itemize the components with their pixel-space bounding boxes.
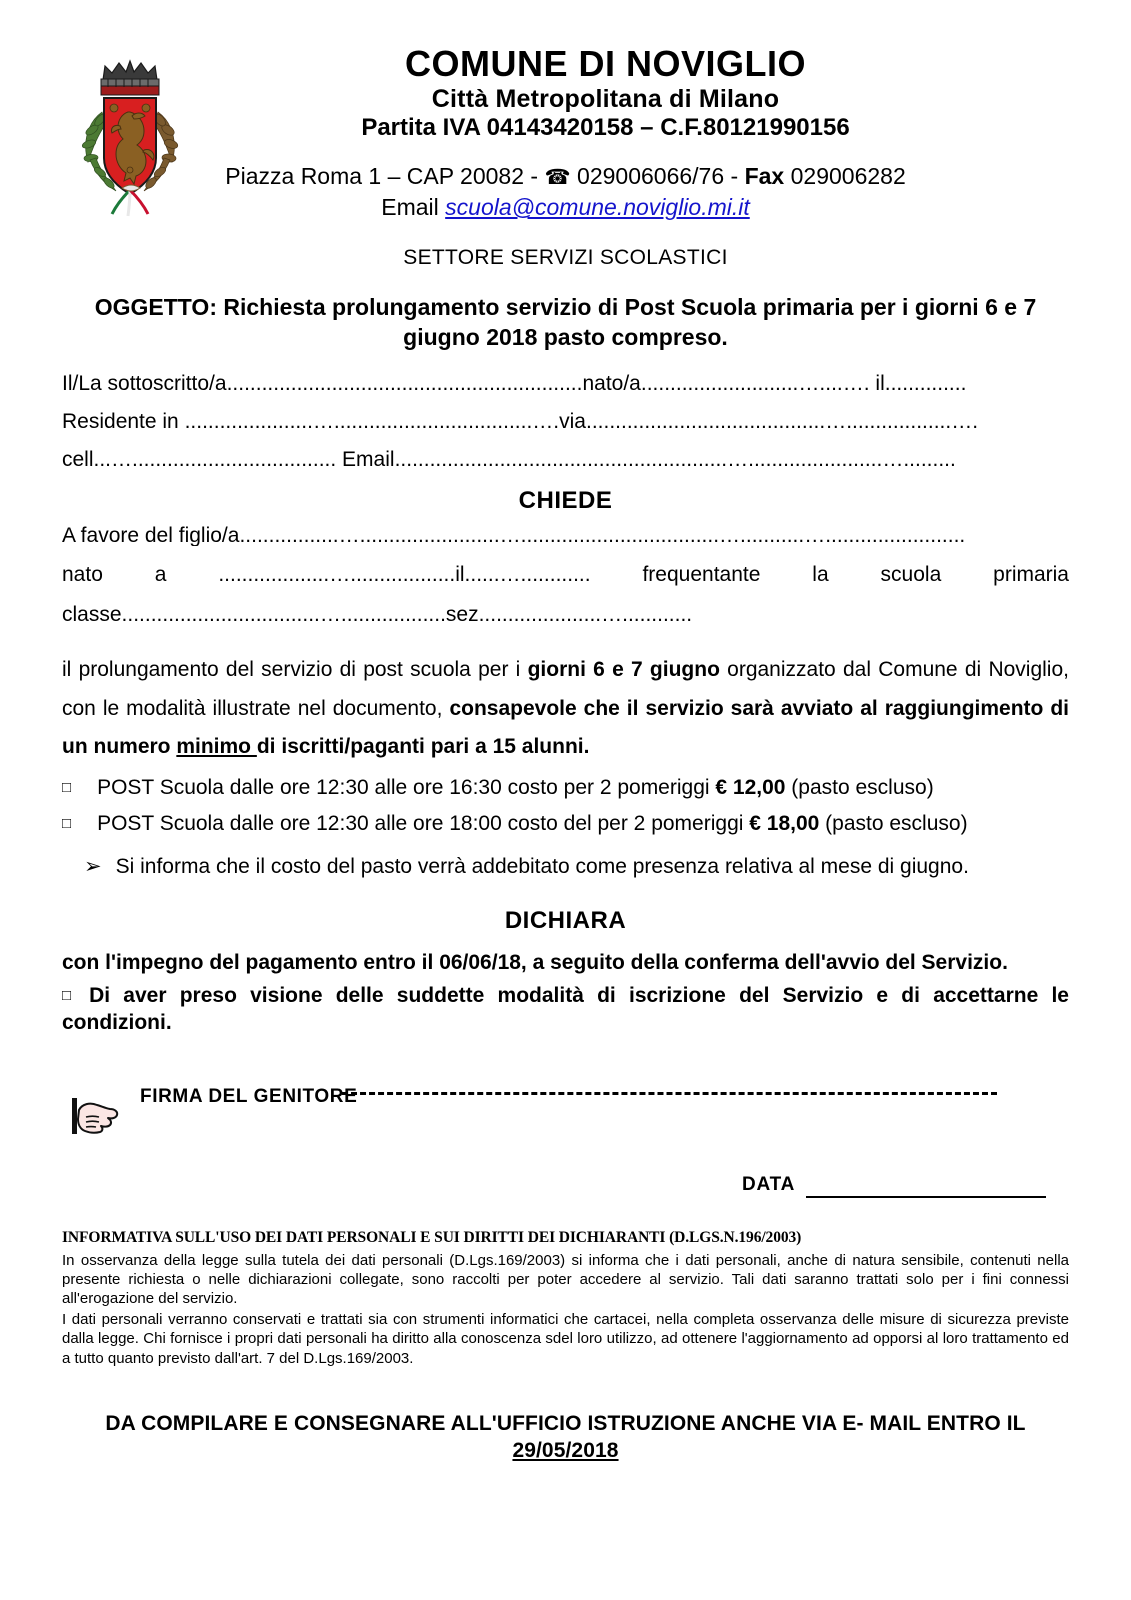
header-titles — [62, 44, 1069, 143]
pointing-hand-icon — [70, 1088, 126, 1144]
privacy-heading: INFORMATIVA SULL'USO DEI DATI PERSONALI E SUI DIRITTI DEI DICHIARANTI (D.LGS.N.196/2003) — [62, 1229, 802, 1247]
option-row[interactable] — [62, 773, 1069, 803]
signature-label: FIRMA DEL GENITORE — [140, 1086, 358, 1108]
coat-of-arms-icon — [72, 50, 188, 218]
subject-line: OGGETTO: Richiesta prolungamento servizio di Post Scuola primaria per i giorni 6 e 7 giugno 2018 pasto compreso. — [94, 294, 1037, 351]
child-birth-word-4: la — [812, 562, 829, 586]
arrow-bullet-icon: ➢ — [84, 854, 102, 878]
email-label: Email — [381, 194, 446, 221]
organization-name: COMUNE DI NOVIGLIO — [404, 43, 806, 84]
document-header — [62, 44, 1069, 224]
phone-number: 029006066/76 - — [570, 163, 745, 190]
child-birth-word-1: nato — [62, 562, 103, 586]
privacy-paragraph-2: I dati personali verranno conservati e trattati sia con strumenti informatici che cartacei, nella completa osservanza delle misure di sicurezza previste dalla legge. Chi fornisce i propri dati personali ha diritto alla conoscenza sdel loro utilizzo, ad ottenere l'aggiornamento ad opporsi al loro trattamento ed a tutto quanto previsto dall'art. 7 del D.Lgs.169/2003. — [62, 1311, 1069, 1367]
fax-label: Fax — [744, 163, 785, 190]
email-line — [62, 192, 1069, 223]
child-birth-dots: ...................…..................il......…............ — [218, 562, 591, 586]
telephone-icon: ☎ — [544, 166, 571, 190]
option-text: POST Scuola dalle ore 12:30 alle ore 16:30 costo per 2 pomeriggi — [97, 776, 716, 800]
chiede-heading: CHIEDE — [518, 486, 613, 514]
submission-text: DA COMPILARE E CONSEGNARE ALL'UFFICIO ISTRUZIONE ANCHE VIA E- MAIL ENTRO IL — [105, 1411, 1026, 1435]
privacy-paragraph-1: In osservanza della legge sulla tutela dei dati personali (D.Lgs.169/2003) si informa che i dati personali, anche di natura sensibile, contenuti nella presente richiesta o nelle dichiarazioni collegate, sono raccolti per poter accedere al servizio. Tali dati saranno trattati solo per i fini connessi all'erogazione del servizio. — [62, 1251, 1069, 1307]
child-birth-word-6: primaria — [993, 562, 1069, 586]
child-birth-word-5: scuola — [880, 562, 942, 586]
email-link[interactable]: scuola@comune.noviglio.mi.it — [445, 194, 750, 221]
option-row[interactable] — [62, 809, 1069, 839]
child-birth-word-2: a — [154, 562, 167, 586]
date-input-line[interactable] — [806, 1196, 1046, 1198]
request-minimo-underlined: minimo — [176, 735, 257, 759]
request-text-2: organizzato dal Comune di Noviglio, con le modalità illustrate nel documento, — [62, 657, 1069, 720]
option-price: € 18,00 — [749, 812, 820, 836]
checkbox-icon[interactable]: □ — [62, 815, 72, 833]
option-suffix: (pasto escluso) — [785, 776, 934, 800]
dichiara-heading: DICHIARA — [504, 906, 627, 934]
child-name-field[interactable]: A favore del figlio/a.................…........................…..................................…...........…........................ — [62, 524, 966, 546]
applicant-residence-field[interactable]: Residente in ......................…..................................….via.........................................…..................…. — [62, 410, 979, 432]
signature-dashed-line[interactable] — [342, 1092, 997, 1095]
applicant-name-field[interactable]: Il/La sottoscritto/a.............................................................nato/a...........................…....…. il.............. — [62, 372, 967, 394]
child-birth-field[interactable] — [62, 563, 1069, 587]
date-row — [62, 1174, 1069, 1218]
child-class-field[interactable]: classe..................................…..................sez.....................…............ — [62, 603, 693, 625]
checkbox-icon[interactable]: □ — [62, 779, 72, 797]
option-suffix: (pasto escluso) — [819, 812, 968, 836]
privacy-notice — [62, 1228, 1069, 1367]
applicant-fields — [62, 373, 1069, 470]
signature-area — [62, 1078, 1069, 1170]
acceptance-text: Di aver preso visione delle suddette modalità di iscrizione del Servizio e di accettarne le condizioni. — [62, 983, 1069, 1035]
meal-note — [62, 849, 1069, 885]
request-text-1: il prolungamento del servizio di post scuola per i — [62, 657, 528, 681]
payment-commitment-text: con l'impegno del pagamento entro il 06/06/18, a seguito della conferma dell'avvio del Servizio. — [62, 950, 1008, 974]
request-bold-1: consapevole che il servizio sarà avviato al raggiungimento di un numero — [62, 696, 1069, 759]
contact-line — [62, 161, 1069, 192]
acceptance-row[interactable] — [62, 982, 1069, 1037]
option-price: € 12,00 — [715, 776, 786, 800]
date-label: DATA — [742, 1174, 796, 1196]
sector-label: SETTORE SERVIZI SCOLASTICI — [403, 246, 728, 269]
checkbox-icon[interactable]: □ — [62, 986, 72, 1004]
organization-tax-ids: Partita IVA 04143420158 – C.F.80121990156 — [361, 114, 850, 142]
child-birth-word-3: frequentante — [642, 562, 761, 586]
meal-note-text: Si informa che il costo del pasto verrà addebitato come presenza relativa al mese di giugno. — [115, 854, 969, 878]
request-bold-2: di iscritti/paganti pari a 15 alunni. — [256, 735, 590, 759]
request-dates: giorni 6 e 7 giugno — [527, 657, 720, 681]
request-paragraph — [62, 651, 1069, 768]
submission-deadline: 29/05/2018 — [512, 1439, 619, 1463]
applicant-contact-field[interactable]: cell...…................................... Email.........................................................….......................…......... — [62, 448, 956, 470]
submission-instructions — [62, 1410, 1069, 1465]
organization-subtitle: Città Metropolitana di Milano — [431, 85, 780, 114]
fax-number: 029006282 — [784, 163, 906, 190]
option-text: POST Scuola dalle ore 12:30 alle ore 18:00 costo del per 2 pomeriggi — [97, 812, 750, 836]
address-text: Piazza Roma 1 – CAP 20082 - — [225, 163, 545, 190]
